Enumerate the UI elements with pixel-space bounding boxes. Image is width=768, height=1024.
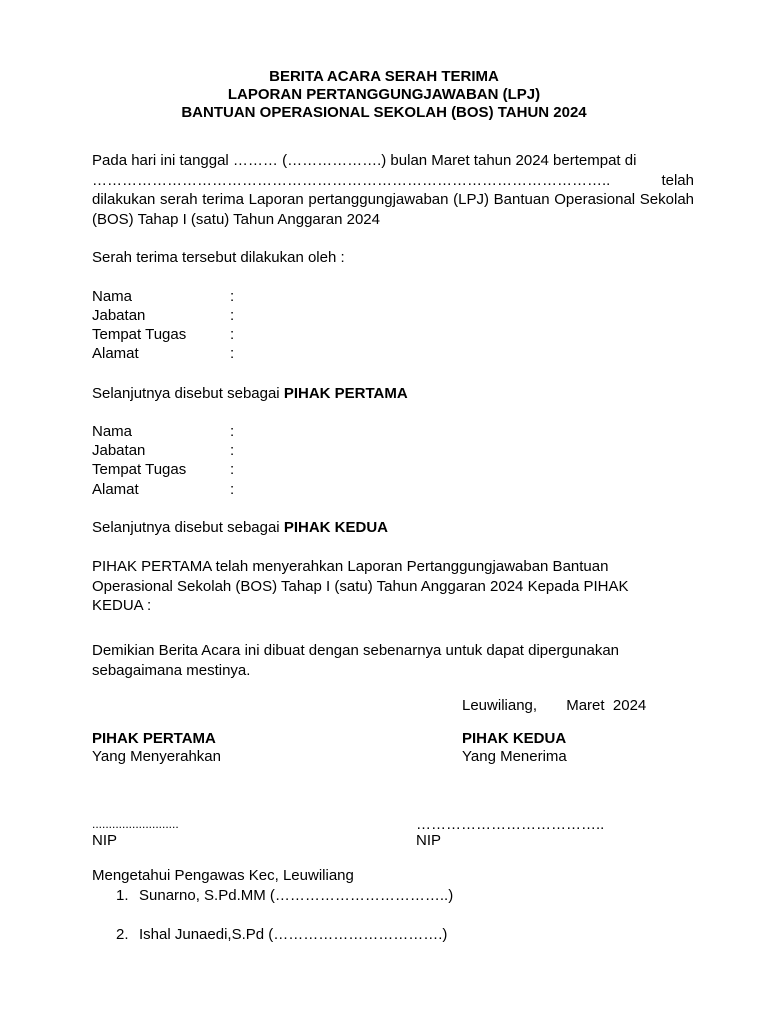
supervisor-heading: Mengetahui Pengawas Kec, Leuwiliang	[92, 867, 354, 884]
sig-right-title: PIHAK KEDUA	[462, 730, 567, 747]
title-line-3: BANTUAN OPERASIONAL SEKOLAH (BOS) TAHUN 2024	[181, 104, 587, 121]
party1-label-nama: Nama	[92, 288, 133, 305]
party2-colon-tempat: :	[230, 461, 235, 478]
party1-designation-prefix: Selanjutnya disebut sebagai	[92, 385, 284, 402]
party2-label-tempat: Tempat Tugas	[92, 461, 187, 478]
party2-designation-line	[92, 518, 388, 537]
intro-line-2	[92, 171, 694, 190]
intro-line-2-end: telah	[661, 172, 694, 189]
sig-right-role: Yang Menerima	[462, 748, 567, 765]
intro-line-1	[92, 151, 694, 170]
party1-label-tempat: Tempat Tugas	[92, 326, 187, 343]
title-line-2: LAPORAN PERTANGGUNGJAWABAN (LPJ)	[227, 86, 541, 103]
supervisor-item-1: Sunarno, S.Pd.MM (……………………………..)	[139, 887, 454, 904]
party2-colon-nama: :	[230, 423, 235, 440]
title-line-1: BERITA ACARA SERAH TERIMA	[269, 68, 499, 85]
party1-colon-tempat: :	[230, 326, 235, 343]
closing-paragraph: Demikian Berita Acara ini dibuat dengan sebenarnya untuk dapat dipergunakan sebagaimana mestinya.	[92, 642, 620, 679]
sig-left-nip: NIP	[92, 832, 118, 849]
sig-left-dots: ..........................	[92, 817, 179, 831]
sig-right-nip: NIP	[416, 832, 442, 849]
intro-line-1-text: Pada hari ini tanggal ……… (……………….) bulan Maret tahun 2024 bertempat di	[92, 152, 637, 169]
sig-left-title: PIHAK PERTAMA	[92, 730, 216, 747]
party2-designation: PIHAK KEDUA	[283, 519, 388, 536]
handover-by: Serah terima tersebut dilakukan oleh :	[92, 249, 345, 266]
party2-label-jabatan: Jabatan	[92, 442, 146, 459]
statement-paragraph: PIHAK PERTAMA telah menyerahkan Laporan Pertanggungjawaban Bantuan Operasional Sekolah (BOS) Tahap I (satu) Tahun Anggaran 2024 Kepada PIHAK KEDUA :	[92, 558, 629, 614]
supervisor-item-2: Ishal Junaedi,S.Pd (…………………………….)	[139, 926, 448, 943]
supervisor-num-2: 2.	[116, 926, 129, 943]
party1-designation: PIHAK PERTAMA	[283, 385, 408, 402]
party2-colon-alamat: :	[230, 481, 235, 498]
intro-dots: …………………………………………………………………………………………..	[92, 172, 611, 189]
party2-designation-prefix: Selanjutnya disebut sebagai	[92, 519, 284, 536]
party1-colon-jabatan: :	[230, 307, 235, 324]
supervisor-num-1: 1.	[116, 887, 129, 904]
party2-colon-jabatan: :	[230, 442, 235, 459]
sig-left-role: Yang Menyerahkan	[92, 748, 221, 765]
place-date: Leuwiliang, Maret 2024	[462, 697, 647, 714]
party1-label-jabatan: Jabatan	[92, 307, 146, 324]
sig-right-dots: ………………………………..	[416, 816, 605, 833]
party2-label-alamat: Alamat	[92, 481, 139, 498]
party1-colon-alamat: :	[230, 345, 235, 362]
intro-rest: dilakukan serah terima Laporan pertanggungjawaban (LPJ) Bantuan Operasional Sekolah (BOS) Tahap I (satu) Tahun Anggaran 2024	[92, 191, 694, 228]
party1-label-alamat: Alamat	[92, 345, 139, 362]
party1-colon-nama: :	[230, 288, 235, 305]
party1-designation-line	[92, 384, 408, 403]
party2-label-nama: Nama	[92, 423, 133, 440]
